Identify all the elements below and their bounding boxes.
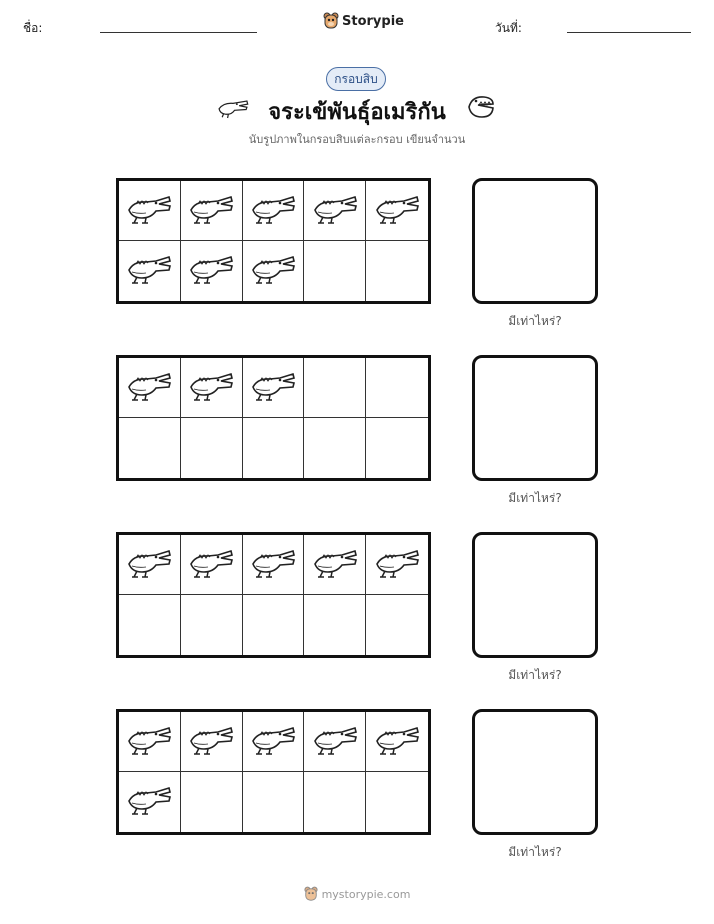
alligator-head-icon xyxy=(466,93,496,121)
ten-frame-cell xyxy=(304,418,366,478)
ten-frame-cell xyxy=(243,181,305,241)
ten-frame-cell xyxy=(366,241,428,301)
alligator-icon xyxy=(126,723,172,761)
ten-frame xyxy=(116,709,431,835)
ten-frame-cell xyxy=(366,595,428,655)
alligator-icon xyxy=(188,546,234,584)
storypie-logo-icon xyxy=(304,886,318,902)
answer-box[interactable] xyxy=(472,532,598,658)
ten-frame-cell xyxy=(119,418,181,478)
ten-frame-cell xyxy=(243,712,305,772)
ten-frame-cell xyxy=(119,241,181,301)
alligator-icon xyxy=(374,192,420,230)
ten-frame-cell xyxy=(304,772,366,832)
ten-frame xyxy=(116,532,431,658)
ten-frame-cell xyxy=(243,595,305,655)
alligator-icon xyxy=(126,252,172,290)
ten-frame xyxy=(116,178,431,304)
ten-frame-cell xyxy=(304,358,366,418)
alligator-icon xyxy=(188,192,234,230)
alligator-icon xyxy=(250,369,296,407)
how-many-label: มีเท่าไหร่? xyxy=(508,845,562,859)
date-label: วันที่: xyxy=(495,21,522,35)
ten-frame-cell xyxy=(304,595,366,655)
ten-frame-cell xyxy=(243,358,305,418)
ten-frame-cell xyxy=(181,712,243,772)
alligator-icon xyxy=(250,252,296,290)
how-many-label: มีเท่าไหร่? xyxy=(508,668,562,682)
brand-logo xyxy=(323,12,404,30)
ten-frame-cell xyxy=(366,535,428,595)
ten-frame-cell xyxy=(304,181,366,241)
storypie-logo-icon xyxy=(323,12,339,30)
ten-frame-cell xyxy=(119,595,181,655)
alligator-icon xyxy=(312,192,358,230)
alligator-icon xyxy=(188,369,234,407)
ten-frame-cell xyxy=(304,535,366,595)
alligator-icon xyxy=(250,192,296,230)
ten-frame-cell xyxy=(366,418,428,478)
ten-frame-cell xyxy=(366,712,428,772)
ten-frame-cell xyxy=(243,418,305,478)
instructions: นับรูปภาพในกรอบสิบแต่ละกรอบ เขียนจำนวน xyxy=(248,133,466,146)
ten-frame-cell xyxy=(181,772,243,832)
ten-frame-cell xyxy=(366,358,428,418)
ten-frame-cell xyxy=(119,358,181,418)
how-many-label: มีเท่าไหร่? xyxy=(508,491,562,505)
name-line[interactable] xyxy=(100,32,257,33)
how-many-label: มีเท่าไหร่? xyxy=(508,314,562,328)
date-line[interactable] xyxy=(567,32,691,33)
answer-box[interactable] xyxy=(472,709,598,835)
ten-frame-cell xyxy=(119,772,181,832)
ten-frame-cell xyxy=(181,241,243,301)
alligator-icon xyxy=(126,783,172,821)
brand-name: Storypie xyxy=(342,13,404,29)
footer xyxy=(0,886,714,902)
ten-frame-cell xyxy=(366,181,428,241)
ten-frame-cell xyxy=(304,712,366,772)
alligator-icon xyxy=(188,723,234,761)
ten-frame-cell xyxy=(304,241,366,301)
page-title: จระเข้พันธุ์อเมริกัน xyxy=(268,100,446,125)
ten-frame-cell xyxy=(119,712,181,772)
ten-frame-cell xyxy=(243,772,305,832)
ten-frame-cell xyxy=(181,595,243,655)
ten-frame-cell xyxy=(243,241,305,301)
ten-frame-cell xyxy=(181,535,243,595)
ten-frame-cell xyxy=(119,535,181,595)
ten-frame-cell xyxy=(119,181,181,241)
ten-frame-cell xyxy=(366,772,428,832)
alligator-icon xyxy=(126,192,172,230)
ten-frame-cell xyxy=(181,181,243,241)
ten-frame-cell xyxy=(181,358,243,418)
topic-badge: กรอบสิบ xyxy=(326,67,386,91)
alligator-icon xyxy=(374,546,420,584)
alligator-icon xyxy=(312,546,358,584)
ten-frame xyxy=(116,355,431,481)
ten-frame-cell xyxy=(243,535,305,595)
name-label: ชื่อ: xyxy=(23,21,43,35)
alligator-icon xyxy=(250,546,296,584)
answer-box[interactable] xyxy=(472,178,598,304)
alligator-icon xyxy=(312,723,358,761)
ten-frame-cell xyxy=(181,418,243,478)
alligator-icon xyxy=(126,369,172,407)
alligator-icon xyxy=(188,252,234,290)
footer-url[interactable]: mystorypie.com xyxy=(321,887,411,901)
answer-box[interactable] xyxy=(472,355,598,481)
alligator-icon xyxy=(374,723,420,761)
alligator-icon xyxy=(126,546,172,584)
alligator-icon xyxy=(250,723,296,761)
